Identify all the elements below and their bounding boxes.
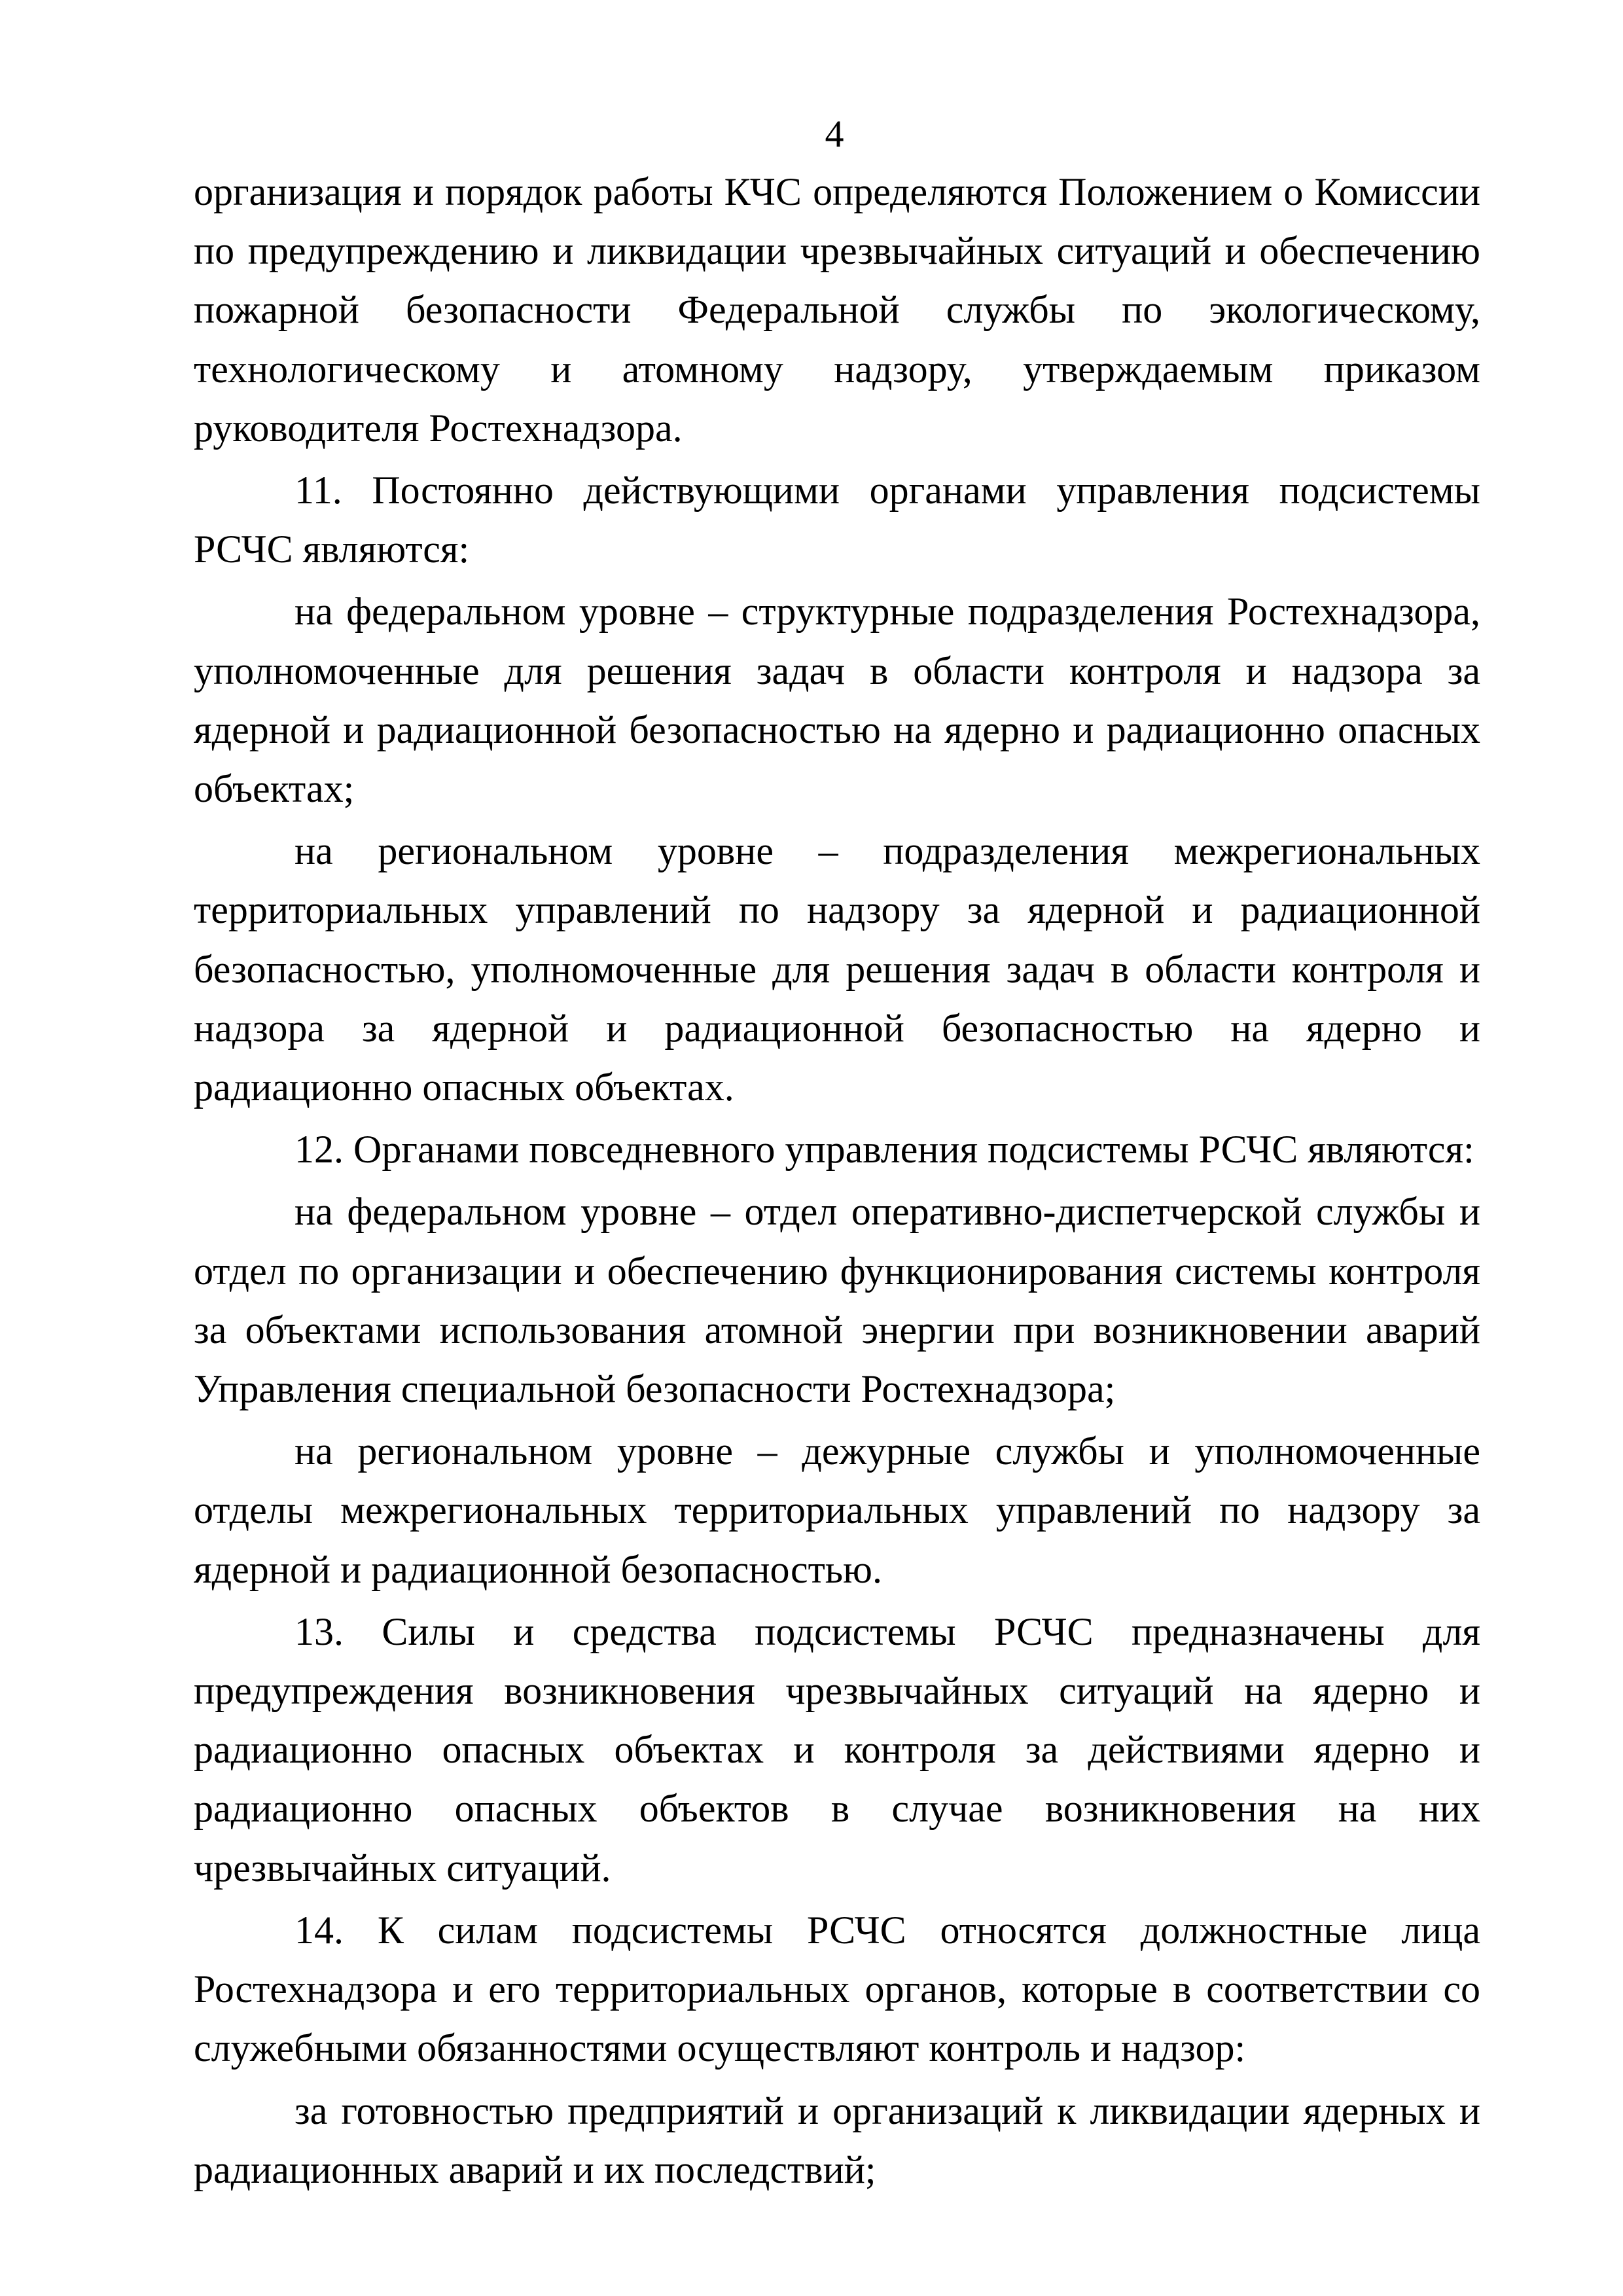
paragraph-12-daily-management: 12. Органами повседневного управления подсистемы РСЧС являются: [294, 1128, 1474, 1172]
page-number: 4 [825, 113, 844, 155]
paragraph-12-regional-level: на региональном уровне – дежурные службы и уполномоченные отделы межрегиональных территориальных управлений по надзору за ядерной и радиационной безопасностью. [194, 1429, 1480, 1591]
document-body [194, 162, 1480, 2199]
paragraph-11-federal-level: на федеральном уровне – структурные подразделения Ростехнадзора, уполномоченные для решения задач в области контроля и надзора за ядерной и радиационной безопасностью на ядерно и радиационно опасных объектах; [194, 590, 1480, 811]
paragraph-kchs-organization: организация и порядок работы КЧС определяются Положением о Комиссии по предупреждению и ликвидации чрезвычайных ситуаций и обеспечению пожарной безопасности Федеральной службы по экологическому, технологическому и атомному надзору, утверждаемым приказом руководителя Ростехнадзора. [194, 170, 1480, 450]
paragraph-11-regional-level: на региональном уровне – подразделения межрегиональных территориальных управлений по надзору за ядерной и радиационной безопасностью, уполномоченные для решения задач в области контроля и надзора за ядерной и радиационной безопасностью на ядерно и радиационно опасных объектах. [194, 829, 1480, 1109]
paragraph-14-readiness-control: за готовностью предприятий и организаций к ликвидации ядерных и радиационных аварий и их последствий; [194, 2089, 1480, 2191]
paragraph-13-forces-and-means: 13. Силы и средства подсистемы РСЧС предназначены для предупреждения возникновения чрезвычайных ситуаций на ядерно и радиационно опасных объектах и контроля за действиями ядерно и радиационно опасных объектов в случае возникновения на них чрезвычайных ситуаций. [194, 1609, 1480, 1890]
paragraph-14-forces-composition: 14. К силам подсистемы РСЧС относятся должностные лица Ростехнадзора и его территориальных органов, которые в соответствии со служебными обязанностями осуществляют контроль и надзор: [194, 1908, 1480, 2070]
paragraph-11-permanent-bodies: 11. Постоянно действующими органами управления подсистемы РСЧС являются: [194, 469, 1480, 571]
paragraph-12-federal-level: на федеральном уровне – отдел оперативно-диспетчерской службы и отдел по организации и обеспечению функционирования системы контроля за объектами использования атомной энергии при возникновении аварий Управления специальной безопасности Ростехнадзора; [194, 1190, 1480, 1411]
